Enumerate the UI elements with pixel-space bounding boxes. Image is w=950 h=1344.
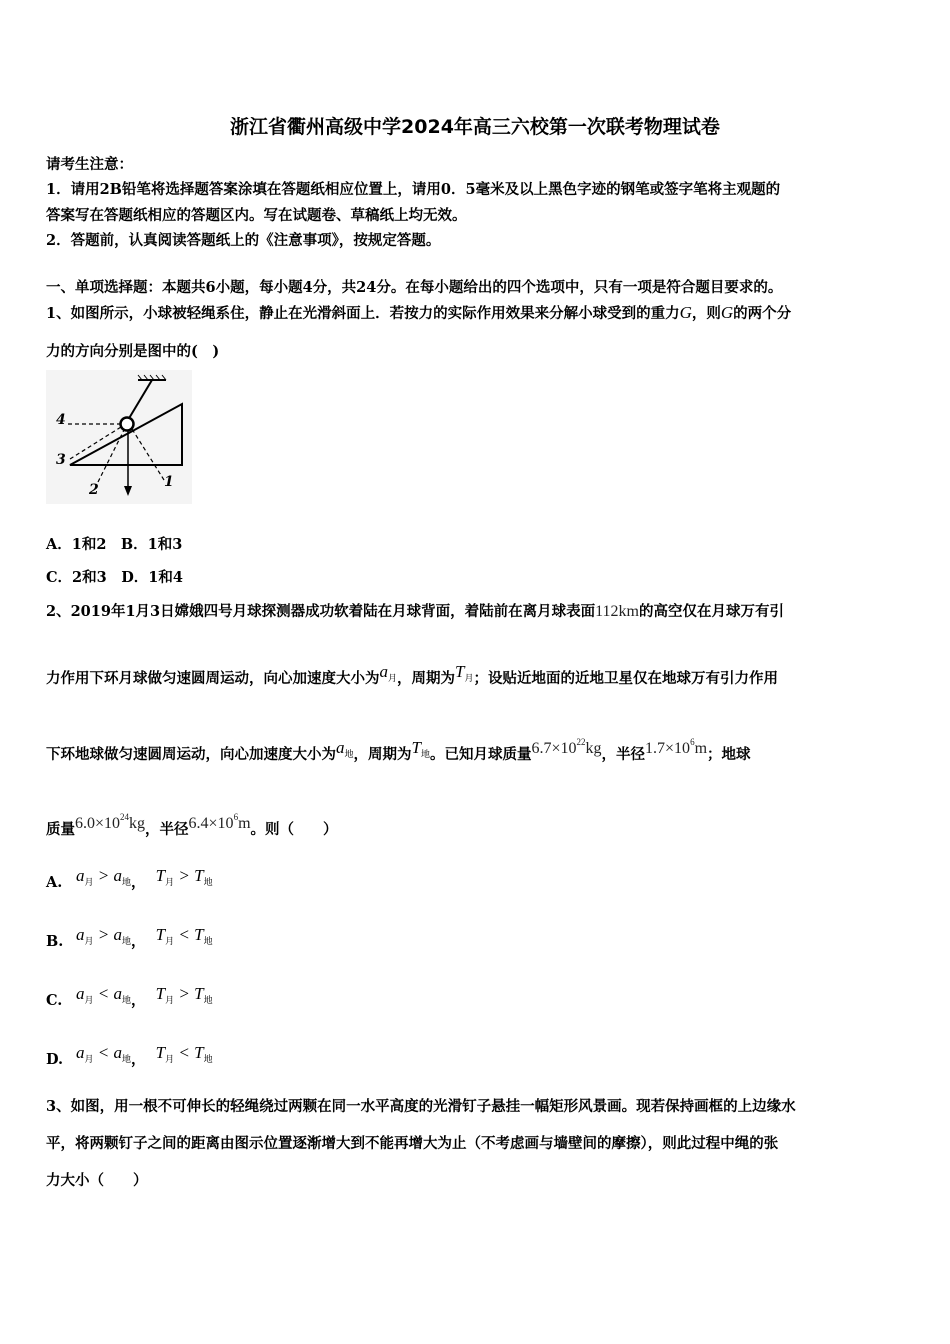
q2-option-b (46, 925, 213, 951)
option-formula-t: $T_月 < T_地$ (155, 925, 213, 946)
unit: kg (585, 740, 602, 757)
comparison-op: < (178, 1043, 190, 1062)
q2-l4-text-b: ，半径 (145, 821, 189, 838)
coef: 6.7 (531, 740, 552, 757)
coef: 6.4 (188, 815, 209, 832)
q2-l4-text-c: 。则（ ） (250, 821, 338, 838)
times: ×10 (95, 815, 121, 832)
earth-mass (75, 812, 146, 832)
a-symbol: a (336, 738, 345, 757)
q2-l3-text-a: 下环地球做匀速圆周运动，向心加速度大小为 (46, 746, 336, 763)
moon-radius (645, 737, 708, 757)
unit: m (238, 815, 251, 832)
fig-label-1: 1 (164, 474, 174, 490)
unit: kg (129, 815, 146, 832)
q2-l4-text-a: 质量 (46, 821, 75, 838)
moon-mass (531, 737, 602, 757)
comma: ， (131, 992, 146, 1009)
option-formula-t: $T_月 < T_地$ (155, 1043, 213, 1064)
option-formula: $a_月 > a_地$ (76, 925, 132, 946)
exp: 6 (690, 737, 695, 747)
q2-l1-text: 2、2019年1月3日嫦娥四号月球探测器成功软着陆在月球背面，着陆前在离月球表面 (46, 603, 596, 620)
q1-options-cd: C．2和3 D．1和4 (46, 569, 183, 586)
coef: 6.0 (75, 815, 95, 832)
exp: 6 (233, 812, 239, 822)
fig-label-2: 2 (89, 482, 99, 498)
q1-text-c: 的两个分 (733, 305, 792, 322)
q1-stem-line1 (46, 302, 791, 323)
q1-g-symbol-2: G (720, 303, 734, 322)
earth-sub: 地 (420, 749, 430, 759)
notice-item1-line1: 1．请用2B铅笔将选择题答案涂填在答题纸相应位置上，请用0．5毫米及以上黑色字迹的钢笔或签字笔将主观题的 (46, 181, 781, 198)
exp: 24 (120, 812, 130, 822)
a-earth (336, 738, 354, 757)
t-earth (412, 738, 430, 757)
option-letter: C. (46, 992, 63, 1009)
moon-sub: 月 (388, 673, 398, 683)
fig-label-4: 4 (56, 412, 66, 428)
times: ×10 (551, 740, 577, 757)
q3-line2: 平，将两颗钉子之间的距离由图示位置逐渐增大到不能再增大为止（不考虑画与墙壁间的摩擦），则此过程中绳的张 (46, 1135, 779, 1152)
option-letter: B. (46, 933, 64, 950)
q2-height: 112km (595, 603, 639, 620)
option-formula-t: $T_月 > T_地$ (155, 866, 213, 887)
q2-l3-text-b: ，周期为 (353, 746, 412, 763)
comma: ， (131, 1051, 146, 1068)
comparison-op: > (97, 866, 110, 885)
q3-line3: 力大小（ ） (46, 1172, 148, 1189)
q2-l3-text-e: ；地球 (707, 746, 751, 763)
q1-text-b: ，则 (691, 305, 721, 322)
q2-l1-text-b: 的高空仅在月球万有引 (638, 603, 784, 620)
a-moon (380, 662, 398, 681)
q2-l2-text-c: ；设贴近地面的近地卫星仅在地球万有引力作用 (473, 670, 778, 687)
q1-g-symbol: G (679, 303, 692, 322)
t-symbol: T (411, 738, 421, 757)
q2-line4 (46, 812, 338, 839)
comparison-op: < (97, 1043, 110, 1062)
comma: ， (131, 933, 146, 950)
comma: ， (131, 874, 146, 891)
notice-heading: 请考生注意： (46, 156, 133, 173)
q2-line1 (46, 600, 784, 621)
comparison-op: > (178, 984, 190, 1003)
q2-option-d (46, 1043, 213, 1069)
comparison-op: < (97, 984, 110, 1003)
notice-item1-line2: 答案写在答题纸相应的答题区内。写在试题卷、草稿纸上均无效。 (46, 207, 467, 224)
q2-option-c (46, 984, 213, 1010)
option-formula: $a_月 < a_地$ (76, 1043, 132, 1064)
exp: 22 (576, 737, 586, 747)
comparison-op: > (97, 925, 110, 944)
option-letter: A. (46, 874, 63, 891)
option-formula: $a_月 < a_地$ (76, 984, 132, 1005)
exam-title: 浙江省衢州高级中学2024年高三六校第一次联考物理试卷 (230, 116, 720, 138)
q1-stem-line2: 力的方向分别是图中的( ) (46, 343, 220, 360)
q2-l3-text-c: 。已知月球质量 (430, 746, 532, 763)
q2-l2-text-b: ，周期为 (397, 670, 456, 687)
q3-line1: 3、如图，用一根不可伸长的轻绳绕过两颗在同一水平高度的光滑钉子悬挂一幅矩形风景画。现若保持画框的上边缘水 (46, 1098, 796, 1115)
section-heading: 一、单项选择题：本题共6小题，每小题4分，共24分。在每小题给出的四个选项中，只有一项是符合题目要求的。 (46, 279, 783, 296)
comparison-op: > (178, 866, 190, 885)
q2-l3-text-d: ，半径 (601, 746, 646, 763)
times: ×10 (208, 815, 234, 832)
unit: m (694, 740, 708, 757)
coef: 1.7 (645, 740, 666, 757)
q1-options-ab: A．1和2 B．1和3 (46, 536, 183, 553)
moon-sub: 月 (464, 673, 474, 683)
times: ×10 (665, 740, 691, 757)
option-letter: D. (46, 1051, 64, 1068)
notice-item2: 2．答题前，认真阅读答题纸上的《注意事项》，按规定答题。 (46, 232, 441, 249)
comparison-op: < (178, 925, 190, 944)
earth-radius (188, 812, 251, 832)
q1-text-a: 1、如图所示，小球被轻绳系住，静止在光滑斜面上．若按力的实际作用效果来分解小球受到的重力 (46, 305, 680, 322)
q2-line2 (46, 662, 778, 688)
t-moon (455, 662, 473, 681)
option-formula: $a_月 > a_地$ (76, 866, 132, 887)
q2-option-a (46, 866, 213, 892)
earth-sub: 地 (344, 749, 354, 759)
t-symbol: T (455, 662, 465, 681)
q1-figure (46, 370, 192, 504)
q2-l2-text-a: 力作用下环月球做匀速圆周运动，向心加速度大小为 (46, 670, 380, 687)
fig-label-3: 3 (56, 452, 66, 468)
option-formula-t: $T_月 > T_地$ (155, 984, 213, 1005)
a-symbol: a (379, 662, 388, 681)
q2-line3 (46, 737, 751, 764)
